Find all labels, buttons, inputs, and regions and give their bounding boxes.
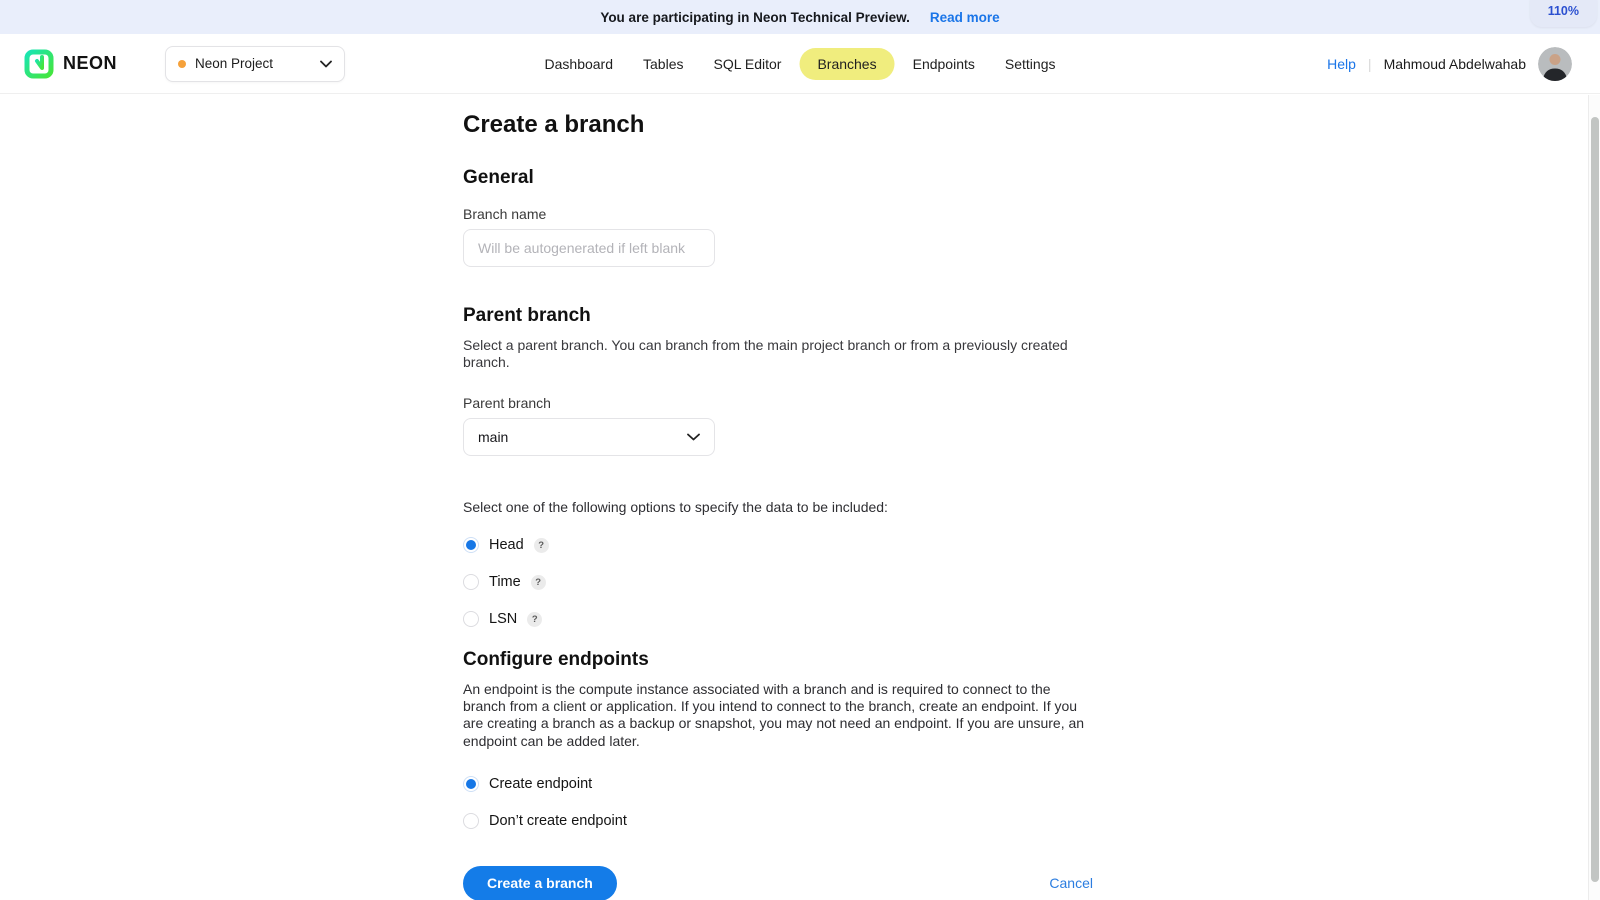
- scrollbar-thumb[interactable]: [1591, 117, 1599, 882]
- data-options-prompt: Select one of the following options to specify the data to be included:: [463, 499, 888, 515]
- page-title: Create a branch: [463, 111, 645, 138]
- help-question-icon[interactable]: ?: [531, 575, 546, 590]
- nav-divider: |: [1367, 55, 1372, 72]
- user-avatar[interactable]: [1538, 47, 1572, 81]
- chevron-down-icon: [320, 60, 332, 68]
- top-nav: [0, 34, 1600, 94]
- parent-branch-heading: Parent branch: [463, 305, 591, 326]
- branch-name-input[interactable]: [463, 229, 715, 267]
- radio-head-label: Head: [489, 537, 524, 553]
- help-link[interactable]: Help: [1327, 55, 1356, 72]
- banner-message: You are participating in Neon Technical Preview.: [600, 9, 910, 25]
- main-content: [0, 94, 1600, 900]
- help-question-icon[interactable]: ?: [534, 538, 549, 553]
- radio-dont-create-endpoint[interactable]: [463, 813, 479, 829]
- nav-tab-dashboard[interactable]: Dashboard: [544, 56, 614, 72]
- radio-time-label: Time: [489, 574, 521, 590]
- radio-option-lsn[interactable]: [463, 611, 1093, 627]
- technical-preview-banner: [0, 0, 1600, 34]
- radio-lsn-label: LSN: [489, 611, 518, 627]
- create-branch-button[interactable]: Create a branch: [463, 866, 617, 900]
- read-more-link[interactable]: Read more: [929, 9, 1000, 25]
- user-name: Mahmoud Abdelwahab: [1383, 55, 1526, 72]
- scrollbar-track[interactable]: [1588, 95, 1600, 900]
- configure-endpoints-description: An endpoint is the compute instance associated with a branch and is required to connect to the branch from a client or application. If you intend to connect to the branch, create an endpoint. If you are creating a branch as a backup or snapshot, you may not need an endpoint. If you are unsure, an endpoint can be added later.: [463, 681, 1085, 749]
- radio-dont-create-endpoint-label: Don’t create endpoint: [489, 812, 627, 829]
- configure-endpoints-heading: Configure endpoints: [463, 649, 649, 670]
- parent-branch-description: Select a parent branch. You can branch from the main project branch or from a previously created branch.: [463, 337, 1068, 370]
- form-actions: [463, 866, 1093, 900]
- radio-option-time[interactable]: [463, 574, 1093, 590]
- browser-zoom-badge[interactable]: 110%: [1530, 0, 1597, 27]
- branch-name-label: Branch name: [463, 206, 547, 222]
- radio-lsn[interactable]: [463, 611, 479, 627]
- neon-logo[interactable]: [24, 49, 117, 79]
- project-status-dot: [178, 60, 186, 68]
- radio-option-create-endpoint[interactable]: [463, 776, 1093, 792]
- nav-tab-settings[interactable]: Settings: [1004, 56, 1056, 72]
- parent-branch-label: Parent branch: [463, 395, 551, 411]
- project-selector-label: Neon Project: [195, 56, 274, 71]
- chevron-down-icon: [687, 433, 700, 441]
- parent-branch-select[interactable]: [463, 418, 715, 456]
- nav-tab-endpoints[interactable]: Endpoints: [912, 56, 975, 72]
- general-heading: General: [463, 167, 534, 188]
- radio-option-head[interactable]: [463, 537, 1093, 553]
- brand-wordmark: NEON: [63, 53, 118, 73]
- nav-tab-branches[interactable]: Branches: [799, 48, 894, 80]
- radio-create-endpoint[interactable]: [463, 776, 479, 792]
- nav-tab-sql-editor[interactable]: SQL Editor: [713, 56, 782, 72]
- nav-tab-tables[interactable]: Tables: [643, 56, 684, 72]
- nav-right: [1327, 47, 1572, 81]
- radio-option-dont-create-endpoint[interactable]: [463, 813, 1093, 829]
- radio-head[interactable]: [463, 537, 479, 553]
- radio-create-endpoint-label: Create endpoint: [489, 775, 593, 792]
- parent-branch-selected-value: main: [478, 429, 509, 445]
- help-question-icon[interactable]: ?: [527, 612, 542, 627]
- neon-logo-icon: [24, 49, 54, 79]
- radio-time[interactable]: [463, 574, 479, 590]
- cancel-link[interactable]: Cancel: [1049, 875, 1093, 892]
- project-selector[interactable]: [165, 46, 345, 82]
- nav-tabs: [533, 34, 1068, 94]
